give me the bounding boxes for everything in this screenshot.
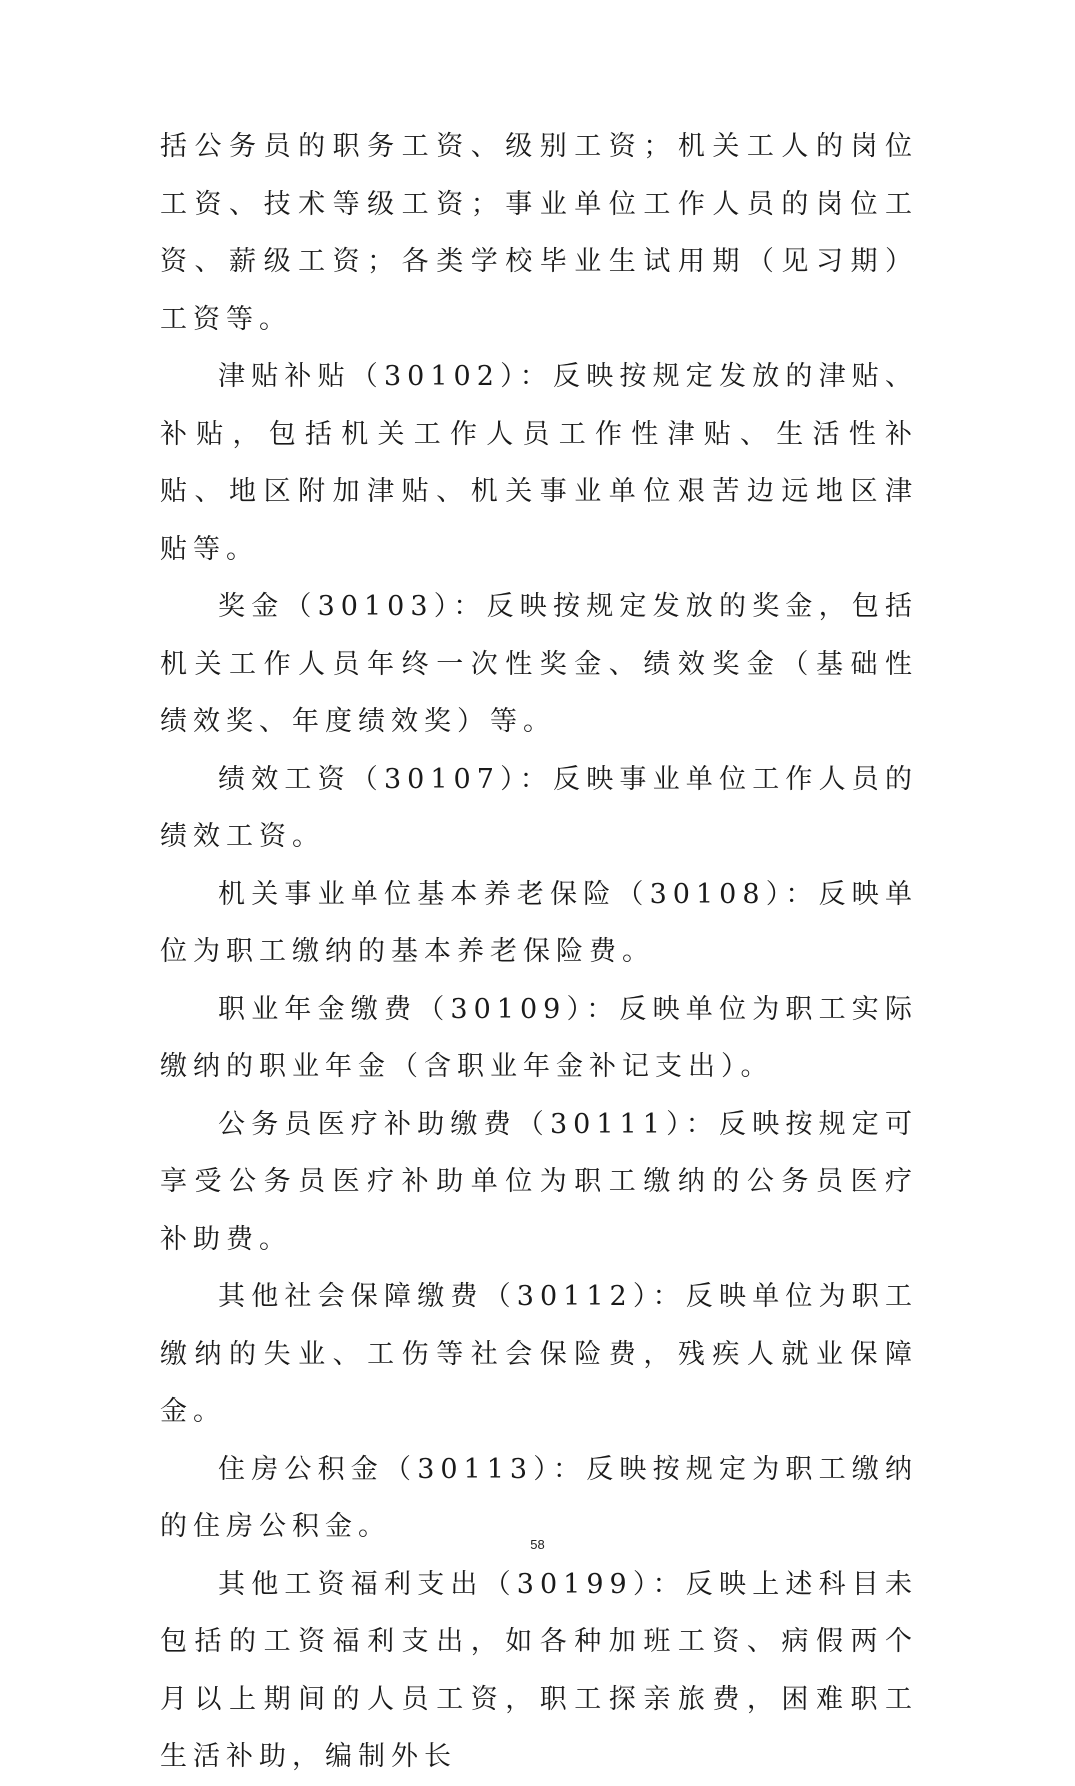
paragraph-30111: 公务员医疗补助缴费（30111）：反映按规定可享受公务员医疗补助单位为职工缴纳的公务员医疗补助费。 [160,1108,918,1255]
paragraph-30199: 其他工资福利支出（30199）：反映上述科目未包括的工资福利支出，如各种加班工资、病假两个月以上期间的人员工资，职工探亲旅费，困难职工生活补助，编制外长 [160,1568,918,1772]
document-body [160,118,918,1786]
paragraph-30113: 住房公积金（30113）：反映按规定为职工缴纳的住房公积金。 [160,1453,918,1542]
paragraph-30112: 其他社会保障缴费（30112）：反映单位为职工缴纳的失业、工伤等社会保险费，残疾人就业保障金。 [160,1281,918,1427]
page-number: 58 [530,1537,545,1552]
paragraph-30108: 机关事业单位基本养老保险（30108）：反映单位为职工缴纳的基本养老保险费。 [160,878,918,967]
paragraph-continuation: 括公务员的职务工资、级别工资；机关工人的岗位工资、技术等级工资；事业单位工作人员的岗位工资、薪级工资；各类学校毕业生试用期（见习期）工资等。 [160,131,918,335]
paragraph-30103: 奖金（30103）：反映按规定发放的奖金，包括机关工作人员年终一次性奖金、绩效奖金（基础性绩效奖、年度绩效奖）等。 [160,591,918,737]
paragraph-30102: 津贴补贴（30102）：反映按规定发放的津贴、补贴，包括机关工作人员工作性津贴、生活性补贴、地区附加津贴、机关事业单位艰苦边远地区津贴等。 [160,361,918,565]
paragraph-30109: 职业年金缴费（30109）：反映单位为职工实际缴纳的职业年金（含职业年金补记支出）。 [160,993,918,1082]
paragraph-30107: 绩效工资（30107）：反映事业单位工作人员的绩效工资。 [160,763,918,852]
